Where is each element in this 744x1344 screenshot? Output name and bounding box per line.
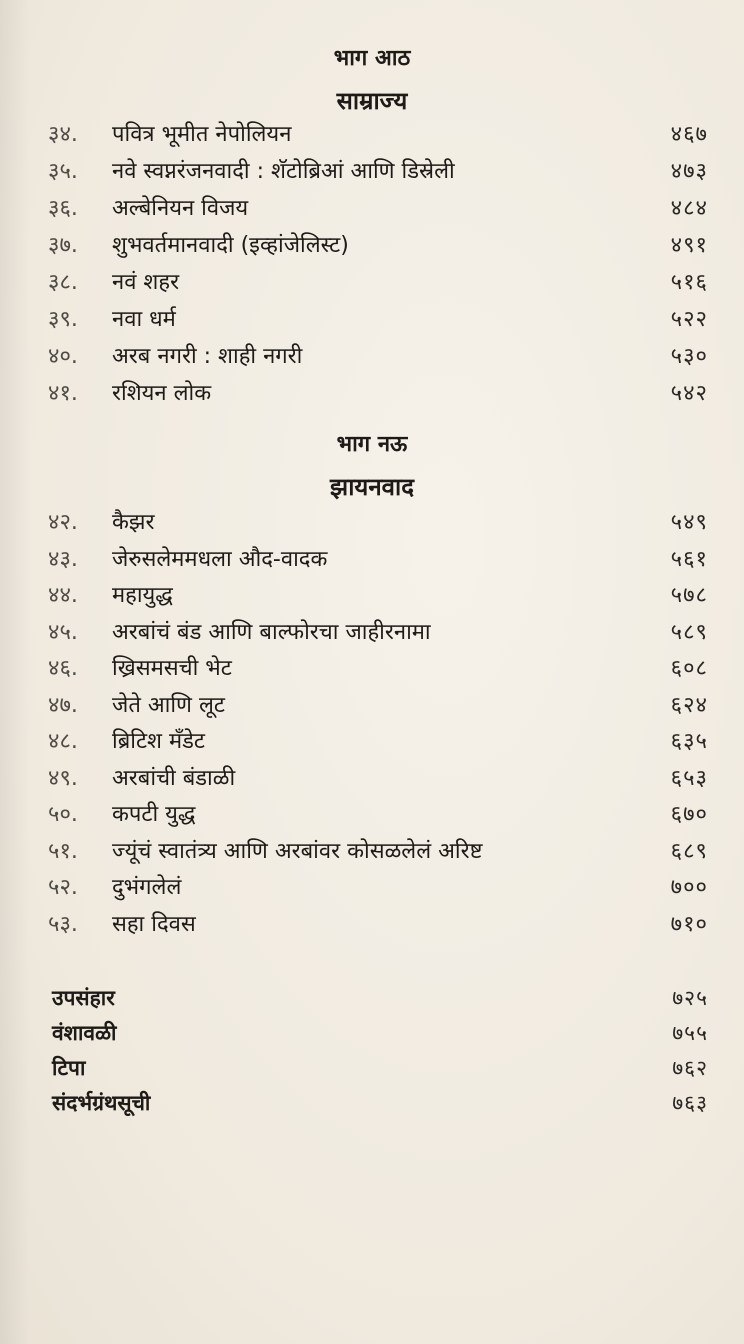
toc-entry (48, 229, 708, 265)
page-number: ५३० (670, 344, 708, 369)
page-number: ६०८ (670, 656, 708, 681)
chapter-number: ३५. (48, 159, 78, 184)
toc-entry (48, 908, 708, 944)
chapter-title: अरबांचं बंड आणि बाल्फोरचा जाहीरनामा (112, 619, 431, 645)
page-number: ६५३ (670, 765, 708, 791)
chapter-number: ४६. (48, 656, 78, 681)
page-number: ५७८ (670, 583, 708, 608)
chapter-title: जेरुसलेममधला औद-वादक (112, 546, 328, 572)
toc-entry (48, 303, 708, 339)
toc-entry (48, 616, 708, 652)
page-number: ५८९ (670, 619, 708, 645)
chapter-number: ५१. (48, 838, 78, 864)
chapter-title: कैझर (112, 510, 155, 535)
toc-entry (48, 689, 708, 725)
page-number: ७२५ (672, 986, 708, 1010)
page-number: ६२४ (670, 692, 708, 718)
chapter-number: ४८. (48, 729, 78, 754)
chapter-number: ४२. (48, 510, 78, 535)
page-number: ५४९ (670, 510, 708, 535)
page-number: ७१० (670, 911, 708, 937)
part8-label: भाग आठ (333, 46, 411, 71)
chapter-title: अरब नगरी : शाही नगरी (112, 344, 303, 369)
chapter-number: ५२. (48, 875, 78, 900)
toc-entry (48, 762, 708, 798)
chapter-title: अरबांची बंडाळी (112, 765, 236, 791)
back-matter-title: वंशावळी (52, 1021, 117, 1045)
chapter-title: ब्रिटिश मँडेट (112, 729, 206, 754)
chapter-number: ३९. (48, 307, 78, 332)
page-number: ७०० (670, 875, 708, 900)
part9-label: भाग नऊ (336, 432, 408, 457)
toc-entry (48, 377, 708, 413)
toc-entry (48, 798, 708, 834)
part8-title: साम्राज्य (336, 87, 408, 115)
chapter-title: जेते आणि लूट (112, 692, 225, 718)
back-matter-entry (52, 1054, 708, 1090)
page-number: ६८९ (670, 838, 708, 864)
back-matter-title: टिपा (52, 1056, 86, 1080)
page-number: ५२२ (670, 307, 708, 332)
toc-entry (48, 266, 708, 302)
back-matter-entry (52, 1019, 708, 1055)
chapter-title: शुभवर्तमानवादी (इव्हांजेलिस्ट) (112, 233, 349, 258)
page-number: ७६३ (672, 1091, 708, 1115)
page-number: ५१६ (670, 270, 708, 295)
page-number: ४९१ (670, 233, 708, 258)
chapter-title: ज्यूंचं स्वातंत्र्य आणि अरबांवर कोसळलेलं अरिष्ट (112, 838, 483, 864)
toc-entry (48, 579, 708, 615)
toc-entry (48, 506, 708, 542)
page-number: ६७० (670, 802, 708, 827)
toc-entry (48, 155, 708, 191)
toc-entry (48, 835, 708, 871)
page-number: ४८४ (670, 196, 708, 221)
chapter-title: ख्रिसमसची भेट (112, 656, 232, 681)
back-matter-title: उपसंहार (52, 986, 115, 1010)
chapter-title: कपटी युद्ध (112, 802, 196, 827)
chapter-title: रशियन लोक (112, 381, 212, 406)
chapter-title: पवित्र भूमीत नेपोलियन (112, 122, 292, 147)
page-number: ५४२ (670, 381, 708, 406)
toc-entry (48, 340, 708, 376)
toc-entry (48, 192, 708, 228)
part9-title: झायनवाद (330, 473, 414, 501)
chapter-title: सहा दिवस (112, 911, 196, 937)
chapter-number: ३८. (48, 270, 78, 295)
chapter-title: नवे स्वप्नरंजनवादी : शॅटोब्रिआं आणि डिस्रेली (112, 159, 455, 184)
chapter-number: ५३. (48, 911, 78, 937)
toc-entry (48, 652, 708, 688)
chapter-number: ५०. (48, 802, 78, 827)
toc-entry (48, 871, 708, 907)
back-matter-entry (52, 984, 708, 1020)
chapter-number: ४९. (48, 765, 78, 791)
chapter-title: नवा धर्म (112, 307, 176, 332)
chapter-title: दुभंगलेलं (112, 875, 182, 900)
page-number: ७६२ (672, 1056, 708, 1080)
chapter-number: ३६. (48, 196, 78, 221)
chapter-number: ४०. (48, 344, 78, 369)
chapter-number: ३७. (48, 233, 78, 258)
toc-entry (48, 543, 708, 579)
page-number: ४६७ (670, 122, 708, 147)
chapter-number: ४५. (48, 619, 78, 645)
page-number: ७५५ (672, 1021, 708, 1045)
chapter-number: ४१. (48, 381, 78, 406)
back-matter-entry (52, 1089, 708, 1125)
back-matter-title: संदर्भग्रंथसूची (52, 1091, 151, 1115)
chapter-number: ४३. (48, 546, 78, 572)
chapter-title: महायुद्ध (112, 583, 173, 608)
page-number: ५६१ (670, 546, 708, 572)
page-number: ४७३ (670, 159, 708, 184)
chapter-title: अल्बेनियन विजय (112, 196, 249, 221)
toc-entry (48, 725, 708, 761)
toc-entry (48, 118, 708, 154)
chapter-number: ४४. (48, 583, 78, 608)
chapter-number: ३४. (48, 122, 78, 147)
chapter-number: ४७. (48, 692, 78, 718)
page-number: ६३५ (670, 729, 708, 754)
chapter-title: नवं शहर (112, 270, 180, 295)
